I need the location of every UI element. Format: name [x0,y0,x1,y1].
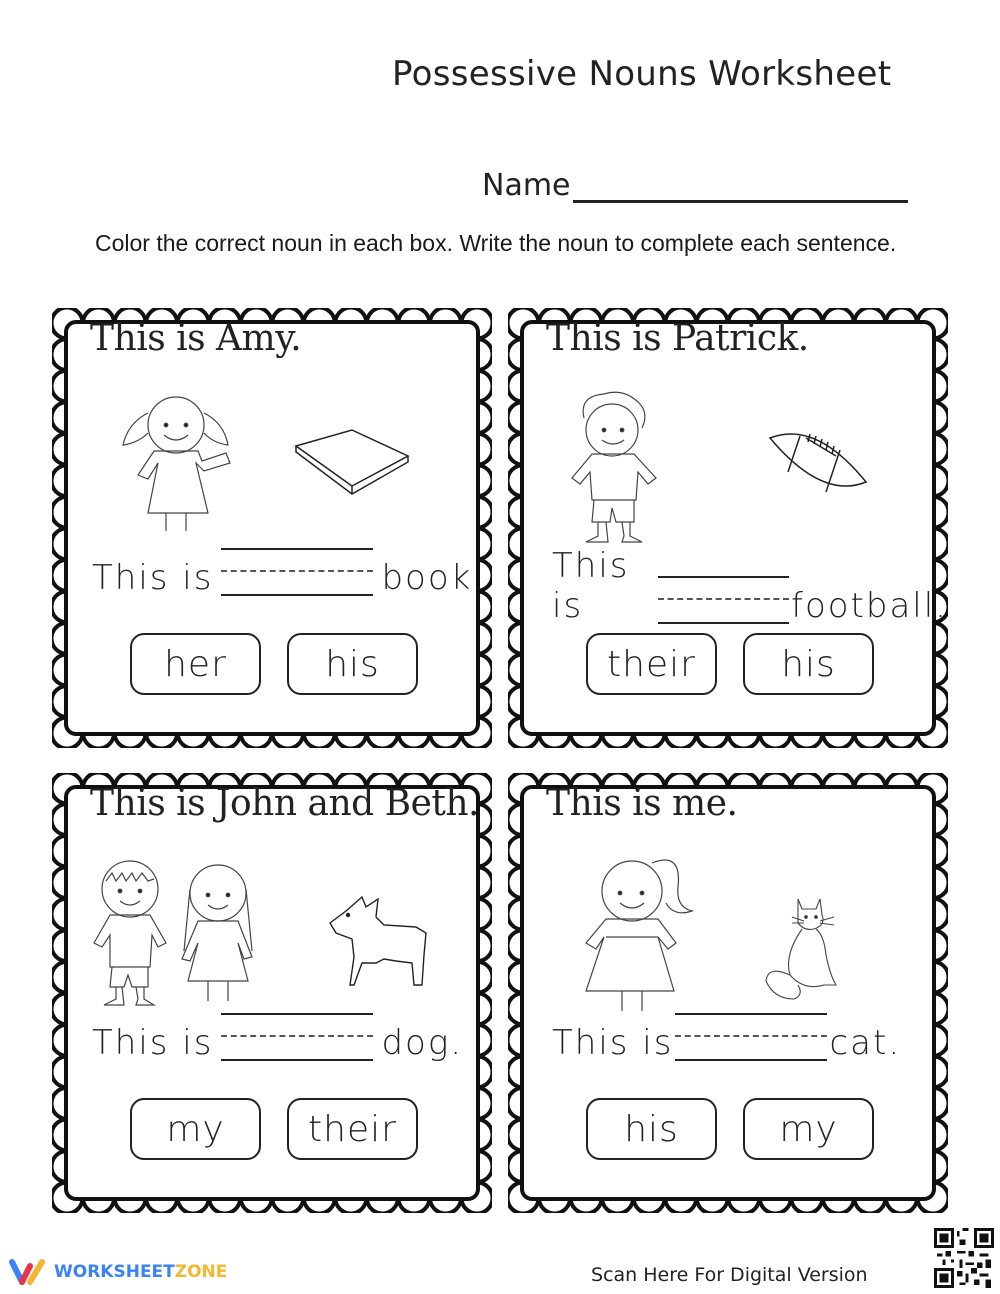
worksheet-title: Possessive Nouns Worksheet [392,54,892,94]
answer-blank[interactable] [221,546,373,598]
qr-code-icon[interactable] [934,1228,994,1288]
sentence-end: book. [381,558,486,598]
name-field-row [482,166,908,203]
sentence-start: This is [92,1023,214,1063]
boy-icon [564,388,664,548]
boy-and-girl-icon [92,851,282,1011]
sentence [552,546,948,626]
worksheet-zone-logo-icon [8,1258,48,1286]
choice-button[interactable]: my [130,1098,261,1160]
answer-blank[interactable] [221,1011,373,1063]
girl-icon [118,383,248,533]
brand-worksheet: WORKSHEET [54,1262,175,1282]
worksheet-zone-logo[interactable] [8,1258,227,1286]
scan-text: Scan Here For Digital Version [591,1264,868,1286]
choice-button[interactable]: his [287,633,418,695]
choice-button[interactable]: his [586,1098,717,1160]
card-heading: This is Amy. [90,318,302,359]
sentence-start: This is [92,558,214,598]
card-heading: This is John and Beth. [90,783,479,824]
answer-blank[interactable] [675,1011,827,1063]
book-icon [292,426,412,496]
choice-button[interactable]: her [130,633,261,695]
sentence-start: This is [552,546,630,626]
choices [130,633,418,695]
choices [586,1098,874,1160]
choice-button[interactable]: their [287,1098,418,1160]
football-icon [766,426,870,498]
card-amy [52,308,492,748]
sentence [92,546,485,598]
sentence [552,1011,901,1063]
sentence-end: cat. [829,1023,902,1063]
choice-button[interactable]: his [743,633,874,695]
dog-icon [326,893,430,993]
card-heading: This is Patrick. [546,318,809,359]
girl-ponytail-icon [582,847,702,1017]
choices [586,633,874,695]
sentence-start: This is [552,1023,674,1063]
sentence-end: football. [790,586,948,626]
cat-icon [764,895,844,1005]
choice-button[interactable]: my [743,1098,874,1160]
sentence [92,1011,463,1063]
card-heading: This is me. [546,783,738,824]
sentence-end: dog. [381,1023,464,1063]
card-john-and-beth [52,773,492,1213]
choice-button[interactable]: their [586,633,717,695]
instructions: Color the correct noun in each box. Write the noun to complete each sentence. [95,230,897,256]
card-patrick [508,308,948,748]
choices [130,1098,418,1160]
answer-blank[interactable] [658,574,789,626]
name-label: Name [482,168,571,203]
brand-zone: ZONE [174,1262,228,1282]
name-input-line[interactable] [573,166,908,203]
card-me [508,773,948,1213]
